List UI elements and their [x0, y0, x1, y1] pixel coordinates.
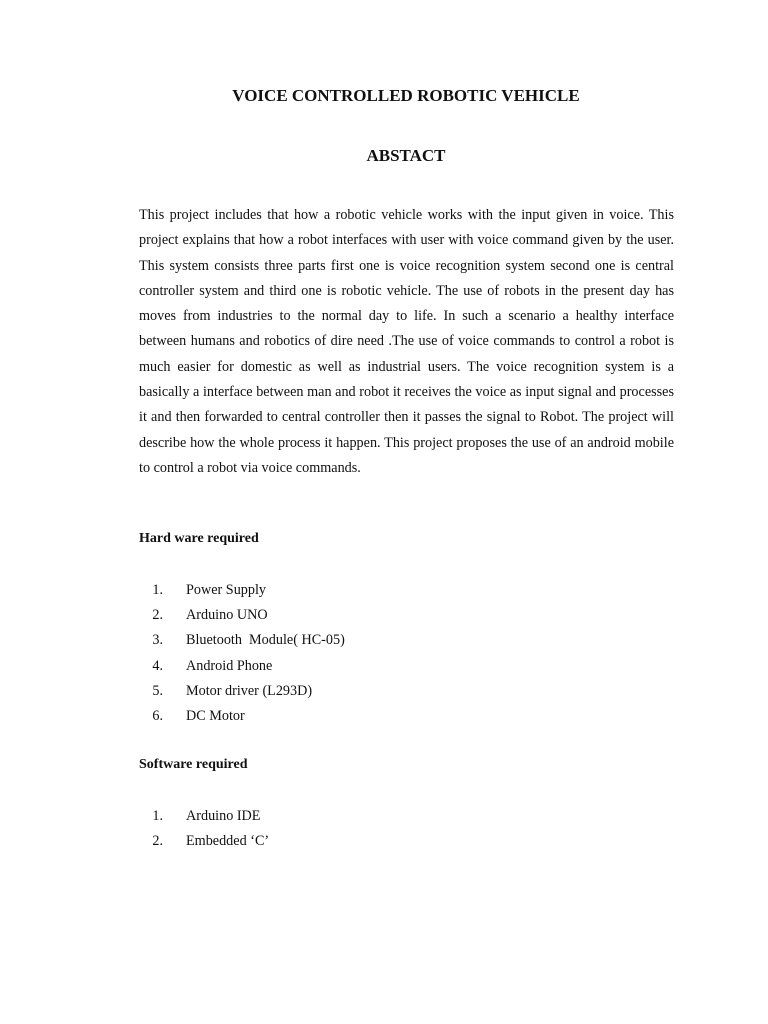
hardware-heading: Hard ware required — [139, 531, 259, 546]
list-number: 6. — [152, 707, 163, 724]
document-title: VOICE CONTROLLED ROBOTIC VEHICLE — [232, 86, 580, 105]
list-text: Arduino IDE — [186, 808, 261, 824]
list-number: 4. — [152, 657, 163, 674]
list-number: 3. — [152, 632, 163, 649]
list-text: Arduino UNO — [186, 607, 268, 624]
list-number: 5. — [152, 682, 163, 699]
list-text: Power Supply — [186, 582, 267, 598]
list-text: Motor driver (L293D) — [186, 682, 313, 699]
list-number: 1. — [152, 582, 163, 598]
list-text: Bluetooth Module( HC-05) — [186, 632, 345, 649]
software-heading: Software required — [139, 757, 248, 772]
list-text: Embedded ‘C’ — [186, 833, 270, 850]
list-text: Android Phone — [186, 657, 273, 674]
list-number: 2. — [152, 833, 163, 850]
list-number: 1. — [152, 808, 163, 824]
list-number: 2. — [152, 607, 163, 624]
list-text: DC Motor — [186, 707, 245, 724]
abstract-heading: ABSTACT — [366, 146, 446, 165]
abstract-paragraph: This project includes that how a robotic vehicle works with the input given in voice. This project explains that how a robot interfaces with user with voice command given by the user. This system consists three parts first one is voice recognition system second one is central controller system and third one is robotic vehicle. The use of robots in the present day has moves from industries to the normal day to life. In such a scenario a healthy interface between humans and robotics of dire need .The use of voice commands to control a robot is much easier for domestic as well as industrial users. The voice recognition system is a basically a interface between man and robot it receives the voice as input signal and processes it and then forwarded to central controller then it passes the signal to Robot. The project will describe how the whole process it happen. This project proposes the use of an android mobile to control a robot via voice commands. — [139, 207, 674, 476]
